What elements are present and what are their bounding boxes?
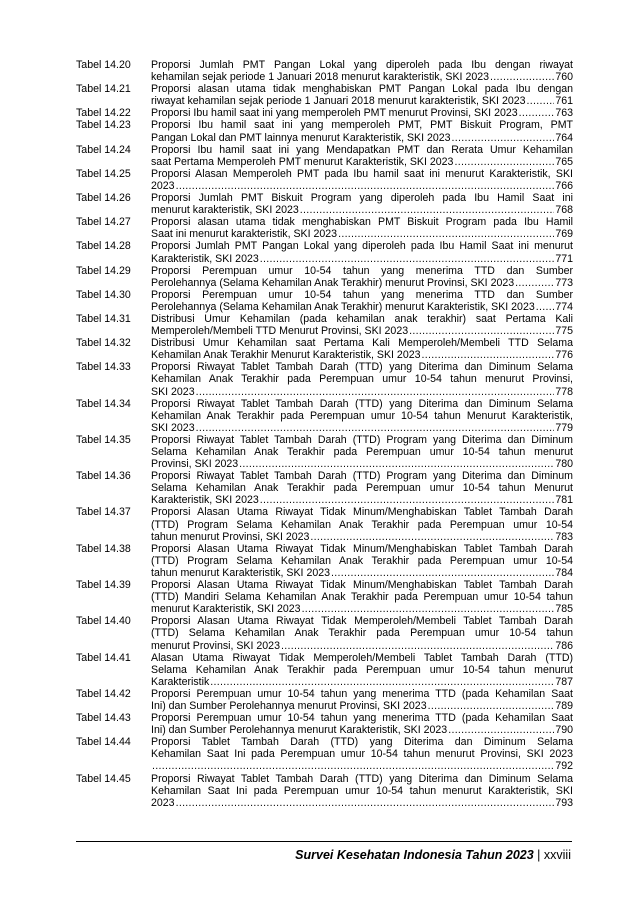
toc-entry-title-line: Selama Kehamilan Anak Terakhir pada Perempuan umur 10-54 tahun menurut (151, 663, 573, 676)
toc-entry-label: Tabel 14.38 (76, 542, 131, 555)
toc-entry-label: Tabel 14.27 (76, 216, 131, 229)
toc-entry-title-end: kehamilan sejak periode 1 Januari 2018 menurut karakteristik, SKI 2023 (151, 71, 490, 84)
toc-entry[interactable] (76, 506, 573, 542)
toc-entry-title (151, 313, 573, 337)
toc-entry-title (151, 773, 573, 809)
toc-entry-title-end: SKI 2023 (151, 385, 195, 398)
toc-entry-last-line (151, 95, 573, 107)
toc-entry-last-line (151, 676, 573, 688)
toc-entry-page-number[interactable]: 786 (555, 639, 573, 652)
toc-entry-label: Tabel 14.41 (76, 651, 131, 664)
toc-entry-last-line (151, 458, 573, 470)
toc-entry[interactable] (76, 470, 573, 506)
toc-dot-leader (239, 458, 554, 470)
toc-entry-label: Tabel 14.35 (76, 433, 131, 446)
toc-entry-title (151, 652, 573, 688)
toc-entry-page-number[interactable]: 781 (555, 494, 573, 507)
toc-entry-title-end: menurut Provinsi, SKI 2023 (151, 639, 280, 652)
toc-entry-title-end: Karakteristik (151, 675, 210, 688)
toc-entry-title-end: Proporsi Ibu hamil saat ini yang memperoleh PMT menurut Provinsi, SKI 2023 (151, 107, 518, 120)
toc-entry-page-number[interactable]: 780 (555, 458, 573, 471)
toc-entry[interactable] (76, 773, 573, 809)
toc-entry-page-number[interactable]: 789 (555, 699, 573, 712)
toc-entry-title-line: (TTD) Mandiri Selama Kehamilan Anak Terakhir pada Perempuan umur 10-54 tahun (151, 591, 573, 604)
toc-entry-label: Tabel 14.37 (76, 506, 131, 519)
toc-entry[interactable] (76, 652, 573, 688)
toc-dot-leader (176, 180, 555, 192)
toc-entry-title-line: Proporsi Alasan Utama Riwayat Tidak Memperoleh/Membeli Tablet Tambah Darah (151, 615, 573, 628)
footer-separator: | (537, 848, 541, 862)
toc-entry-title (151, 265, 573, 289)
toc-entry-title (151, 59, 573, 83)
toc-entry-title-end: Ini) dan Sumber Perolehannya menurut Provinsi, SKI 2023 (151, 699, 427, 712)
toc-entry-label: Tabel 14.33 (76, 361, 131, 374)
toc-entry-label: Tabel 14.20 (76, 59, 131, 71)
toc-entry-title-end: Kehamilan Anak Terakhir Menurut Karakteristik, SKI 2023 (151, 349, 421, 362)
toc-entry-title-line: Kehamilan Anak Terakhir pada Perempuan umur 10-54 tahun Menurut Karakteristik, (151, 409, 573, 422)
toc-entry-page-number[interactable]: 766 (555, 179, 573, 192)
toc-dot-leader (338, 228, 554, 240)
toc-dot-leader (300, 204, 555, 216)
toc-entry-page-number[interactable]: 778 (555, 385, 573, 398)
toc-entry-title (151, 434, 573, 470)
toc-entry-title (151, 289, 573, 313)
toc-entry-title-end: tahun menurut Karakteristik, SKI 2023 (151, 566, 331, 579)
toc-entry-title-line: Proporsi Jumlah PMT Biskuit Program yang diperoleh pada Ibu Hamil Saat ini (151, 192, 573, 205)
toc-entry-page-number[interactable]: 764 (555, 131, 573, 144)
toc-entry-page-number[interactable]: 784 (555, 566, 573, 579)
toc-entry-title (151, 107, 573, 119)
toc-entry-title (151, 543, 573, 579)
toc-dot-leader (281, 640, 554, 652)
toc-entry[interactable] (76, 313, 573, 337)
toc-entry-last-line (151, 603, 573, 615)
toc-entry-last-line (151, 156, 573, 168)
toc-entry-title-end: Ini) dan Sumber Perolehannya menurut Karakteristik, SKI 2023 (151, 724, 448, 737)
toc-dot-leader (490, 71, 554, 83)
toc-entry-title-line: (TTD) Selama Kehamilan Anak Terakhir pada Perempuan umur 10-54 tahun (151, 627, 573, 640)
toc-entry-last-line (151, 797, 573, 809)
toc-entry-page-number[interactable]: 773 (555, 276, 573, 289)
toc-dot-leader (210, 676, 554, 688)
toc-dot-leader (152, 760, 554, 772)
toc-dot-leader (302, 603, 555, 615)
toc-entry-title-end: Memperoleh/Membeli TTD Menurut Provinsi, SKI 2023 (151, 325, 409, 338)
toc-entry-label: Tabel 14.26 (76, 192, 131, 205)
toc-entry-page-number[interactable]: 783 (555, 530, 573, 543)
toc-entry-last-line (151, 71, 573, 83)
toc-entry-page-number[interactable]: 765 (555, 155, 573, 168)
toc-dot-leader (428, 700, 555, 712)
toc-entry-title (151, 736, 573, 772)
toc-entry-title-line: Proporsi alasan utama tidak menghabiskan PMT Pangan Lokal pada Ibu dengan (151, 83, 573, 96)
toc-entry-last-line (151, 228, 573, 240)
toc-entry-title (151, 506, 573, 542)
toc-entry-page-number[interactable]: 793 (555, 796, 573, 809)
toc-entry-last-line (151, 640, 573, 652)
toc-entry[interactable] (76, 615, 573, 651)
toc-entry-title-end: riwayat kehamilan sejak periode 1 Januari 2018 menurut karakteristik, SKI 2023 (151, 95, 526, 108)
toc-entry-title (151, 470, 573, 506)
toc-entry-label: Tabel 14.22 (76, 107, 131, 120)
toc-entry-title-line: Proporsi Tablet Tambah Darah (TTD) yang Diterima dan Diminum Selama (151, 736, 573, 749)
toc-entry-title-end: Perolehannya (Selama Kehamilan Anak Terakhir) menurut Karakteristik, SKI 2023 (151, 300, 535, 313)
toc-dot-leader (448, 724, 554, 736)
toc-entry-title-line: Proporsi Jumlah PMT Pangan Lokal yang diperoleh pada Ibu dengan riwayat (151, 59, 573, 71)
toc-entry-page-number[interactable]: 771 (555, 252, 573, 265)
toc-entry-last-line (151, 132, 573, 144)
toc-entry-title (151, 83, 573, 107)
toc-entry-title-line: Proporsi Alasan Memperoleh PMT pada Ibu hamil saat ini menurut Karakteristik, SKI (151, 167, 573, 180)
toc-entry-page-number[interactable]: 790 (555, 724, 573, 737)
toc-entry-title-end: SKI 2023 (151, 421, 195, 434)
toc-entry-title-line: Proporsi Alasan Utama Riwayat Tidak Minum/Menghabiskan Tablet Tambah Darah (151, 579, 573, 592)
toc-dot-leader (260, 494, 555, 506)
toc-entry[interactable] (76, 59, 573, 83)
toc-entry-title-line: Alasan Utama Riwayat Tidak Memperoleh/Membeli Tablet Tambah Darah (TTD) (151, 651, 573, 664)
toc-entry-last-line (151, 253, 573, 265)
toc-entry-page-number[interactable]: 776 (555, 349, 573, 362)
toc-entry-last-line (151, 724, 573, 736)
toc-entry-title-line: Distribusi Umur Kehamilan (pada kehamilan anak terakhir) saat Pertama Kali (151, 312, 573, 325)
toc-entry-label: Tabel 14.21 (76, 83, 131, 96)
toc-dot-leader (196, 386, 555, 398)
toc-entry-last-line (151, 422, 573, 434)
toc-entry-last-line (151, 494, 573, 506)
toc-entry-page-number[interactable]: 792 (555, 760, 573, 773)
toc-entry-title-end: 2023 (151, 179, 175, 192)
toc-entry-last-line (151, 349, 573, 361)
toc-entry-title-end: Provinsi, SKI 2023 (151, 458, 239, 471)
toc-entry-title-line: Proporsi Ibu hamil saat ini yang memperoleh PMT, PMT Biskuit Program, PMT (151, 119, 573, 132)
toc-entry-label: Tabel 14.44 (76, 736, 131, 749)
toc-entry-title-line: Proporsi Riwayat Tablet Tambah Darah (TTD) yang Diterima dan Diminum Selama (151, 772, 573, 785)
toc-entry-label: Tabel 14.25 (76, 167, 131, 180)
toc-entry-title-end: Perolehannya (Selama Kehamilan Anak Terakhir) menurut Provinsi, SKI 2023 (151, 276, 515, 289)
toc-entry-title-end: menurut karakteristik, SKI 2023 (151, 204, 299, 217)
toc-entry-title-line: Proporsi Riwayat Tablet Tambah Darah (TTD) yang Diterima dan Diminum Selama (151, 361, 573, 374)
toc-entry[interactable] (76, 168, 573, 192)
toc-entry-title-line: Selama Kehamilan Anak Terakhir pada Perempuan umur 10-54 tahun menurut (151, 446, 573, 458)
toc-entry[interactable] (76, 434, 573, 470)
toc-entry-last-line (151, 567, 573, 579)
toc-entry-last-line (151, 180, 573, 192)
toc-entry-title (151, 168, 573, 192)
page-footer (295, 848, 571, 862)
toc-entry-title-line: Kehamilan Saat Ini pada Perempuan umur 10-54 tahun menurut Provinsi, SKI 2023 (151, 748, 573, 761)
toc-entry-title-line: (TTD) Program Selama Kehamilan Anak Terakhir pada Perempuan umur 10-54 (151, 554, 573, 567)
toc-entry-title-end: menurut Karakteristik, SKI 2023 (151, 603, 301, 616)
toc-entry[interactable] (76, 192, 573, 216)
toc-entry-title-line: Proporsi alasan utama tidak menghabiskan PMT Biskuit Program pada Ibu Hamil (151, 216, 573, 229)
toc-entry[interactable] (76, 712, 573, 736)
toc-entry-title-end: Karakteristik, SKI 2023 (151, 494, 259, 507)
toc-entry-label: Tabel 14.39 (76, 579, 131, 592)
toc-entry-title-line: Kehamilan Anak Terakhir pada Perempuan umur 10-54 tahun menurut Provinsi, (151, 373, 573, 386)
toc-entry-title-line: Kehamilan Saat Ini pada Perempuan umur 10-54 tahun menurut Karakteristik, SKI (151, 784, 573, 797)
toc-dot-leader (454, 156, 554, 168)
toc-entry-last-line (151, 301, 573, 313)
toc-entry[interactable] (76, 240, 573, 264)
toc-entry-title-line: Proporsi Perempuan umur 10-54 tahun yang menerima TTD dan Sumber (151, 288, 573, 301)
toc-entry[interactable] (76, 688, 573, 712)
toc-entry[interactable] (76, 398, 573, 434)
toc-entry-last-line (151, 531, 573, 543)
toc-entry-title-line: Proporsi Perempuan umur 10-54 tahun yang menerima TTD (pada Kehamilan Saat (151, 687, 573, 700)
toc-entry-page-number[interactable]: 787 (555, 675, 573, 688)
toc-entry-title-line: Distribusi Umur Kehamilan saat Pertama Kali Memperoleh/Membeli TTD Selama (151, 337, 573, 350)
toc-dot-leader (310, 531, 554, 543)
toc-dot-leader (519, 107, 555, 119)
toc-dot-leader (331, 567, 554, 579)
footer-divider (76, 841, 572, 842)
toc-entry-title-line: Proporsi Jumlah PMT Pangan Lokal yang diperoleh pada Ibu Hamil Saat ini menurut (151, 240, 573, 253)
toc-entry-title (151, 216, 573, 240)
footer-page-number: xxviii (543, 848, 571, 862)
toc-entry-page-number[interactable]: 775 (555, 325, 573, 338)
toc-entry-label: Tabel 14.36 (76, 470, 131, 483)
toc-entry-title-line: Proporsi Alasan Utama Riwayat Tidak Minum/Menghabiskan Tablet Tambah Darah (151, 542, 573, 555)
toc-entry[interactable] (76, 337, 573, 361)
toc-entry-page-number[interactable]: 779 (555, 421, 573, 434)
toc-entry-label: Tabel 14.29 (76, 264, 131, 277)
toc-entry-label: Tabel 14.24 (76, 143, 131, 156)
toc-entry[interactable] (76, 543, 573, 579)
toc-entry-label: Tabel 14.28 (76, 240, 131, 253)
toc-entry-title-end: Saat ini menurut karakteristik, SKI 2023 (151, 228, 338, 241)
toc-entry-title-line: Proporsi Ibu hamil saat ini yang Mendapatkan PMT dan Rerata Umur Kehamilan (151, 143, 573, 156)
toc-entry-title (151, 119, 573, 143)
toc-entry-title-line: Proporsi Perempuan umur 10-54 tahun yang menerima TTD dan Sumber (151, 264, 573, 277)
toc-entry-page-number[interactable]: 774 (555, 300, 573, 313)
toc-entry[interactable] (76, 119, 573, 143)
toc-entry-last-line (151, 760, 573, 772)
toc-dot-leader (196, 422, 555, 434)
table-of-contents (76, 59, 573, 809)
toc-entry[interactable] (76, 361, 573, 397)
toc-entry-label: Tabel 14.45 (76, 772, 131, 785)
toc-entry[interactable] (76, 289, 573, 313)
toc-dot-leader (260, 253, 555, 265)
toc-dot-leader (515, 277, 554, 289)
toc-entry-label: Tabel 14.43 (76, 712, 131, 725)
toc-entry-title (151, 579, 573, 615)
toc-entry-page-number[interactable]: 763 (555, 107, 573, 120)
toc-entry-label: Tabel 14.31 (76, 312, 131, 325)
toc-entry-title-line: Proporsi Riwayat Tablet Tambah Darah (TTD) Program yang Diterima dan Diminum (151, 470, 573, 483)
toc-entry-title-line: Proporsi Riwayat Tablet Tambah Darah (TTD) yang Diterima dan Diminum Selama (151, 397, 573, 410)
toc-entry-last-line (151, 700, 573, 712)
toc-entry[interactable] (76, 216, 573, 240)
toc-dot-leader (422, 349, 555, 361)
toc-entry-title (151, 361, 573, 397)
toc-entry-last-line (151, 107, 573, 119)
toc-entry[interactable] (76, 265, 573, 289)
toc-entry-page-number[interactable]: 760 (555, 71, 573, 84)
footer-survey-title: Survei Kesehatan Indonesia Tahun 2023 (295, 848, 534, 862)
toc-entry-title-end: Karakteristik, SKI 2023 (151, 252, 259, 265)
toc-entry-title-line: Selama Kehamilan Anak Terakhir pada Perempuan umur 10-54 tahun Menurut (151, 482, 573, 495)
toc-entry-title-line: Proporsi Riwayat Tablet Tambah Darah (TTD) Program yang Diterima dan Diminum (151, 433, 573, 446)
toc-entry-label: Tabel 14.32 (76, 337, 131, 350)
toc-entry-title (151, 688, 573, 712)
toc-entry-last-line (151, 204, 573, 216)
toc-entry-title-end: Pangan Lokal dan PMT lainnya menurut Karakteristik, SKI 2023 (151, 131, 451, 144)
toc-entry-title-line: Proporsi Alasan Utama Riwayat Tidak Minum/Menghabiskan Tablet Tambah Darah (151, 506, 573, 519)
toc-entry[interactable] (76, 83, 573, 107)
toc-dot-leader (452, 132, 555, 144)
toc-entry[interactable] (76, 579, 573, 615)
toc-entry-label: Tabel 14.30 (76, 288, 131, 301)
toc-dot-leader (527, 95, 555, 107)
toc-entry-page-number[interactable]: 769 (555, 228, 573, 241)
toc-dot-leader (409, 325, 554, 337)
toc-dot-leader (536, 301, 555, 313)
toc-entry-page-number[interactable]: 785 (555, 603, 573, 616)
toc-entry-label: Tabel 14.42 (76, 687, 131, 700)
toc-entry-page-number[interactable]: 768 (555, 204, 573, 217)
toc-entry-last-line (151, 325, 573, 337)
toc-entry-label: Tabel 14.34 (76, 397, 131, 410)
toc-entry-last-line (151, 386, 573, 398)
toc-entry-title (151, 192, 573, 216)
toc-entry-title (151, 144, 573, 168)
toc-entry-title (151, 615, 573, 651)
toc-entry-title-end: saat Pertama Memperoleh PMT menurut Karakteristik, SKI 2023 (151, 155, 454, 168)
toc-entry[interactable] (76, 736, 573, 772)
toc-entry-title (151, 398, 573, 434)
toc-entry[interactable] (76, 107, 573, 119)
toc-entry-title-line: (TTD) Program Selama Kehamilan Anak Terakhir pada Perempuan umur 10-54 (151, 518, 573, 531)
toc-entry-title-end: 2023 (151, 796, 175, 809)
toc-dot-leader (176, 797, 555, 809)
toc-entry-title-line: Proporsi Perempuan umur 10-54 tahun yang menerima TTD (pada Kehamilan Saat (151, 712, 573, 725)
toc-entry[interactable] (76, 144, 573, 168)
toc-entry-title (151, 337, 573, 361)
toc-entry-title-end: tahun menurut Provinsi, SKI 2023 (151, 530, 310, 543)
toc-entry-label: Tabel 14.23 (76, 119, 131, 132)
toc-entry-label: Tabel 14.40 (76, 615, 131, 628)
toc-entry-page-number[interactable]: 761 (555, 95, 573, 108)
toc-entry-title (151, 240, 573, 264)
toc-entry-last-line (151, 277, 573, 289)
toc-entry-title (151, 712, 573, 736)
